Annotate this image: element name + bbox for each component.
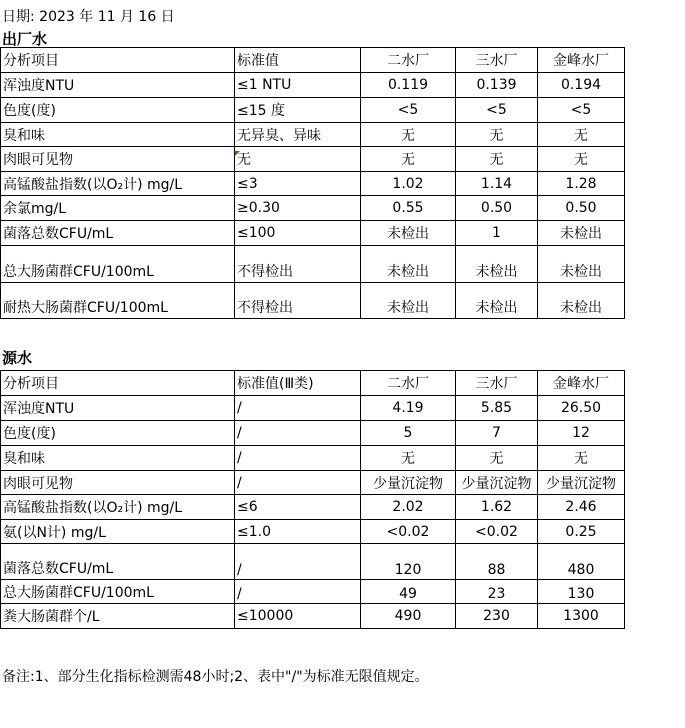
cell-plant-2: 无	[361, 147, 456, 172]
table-row	[1, 544, 625, 580]
header-cell-plant-2: 二水厂	[361, 371, 456, 396]
cell-plant-jinfeng: 1.28	[538, 172, 625, 196]
cell-standard: ≤1 NTU	[235, 73, 361, 98]
cell-item: 肉眼可见物	[1, 147, 235, 172]
cell-comment-marker-icon	[235, 151, 240, 156]
cell-item: 肉眼可见物	[1, 471, 235, 495]
cell-item: 耐热大肠菌群CFU/100mL	[1, 283, 235, 319]
cell-plant-jinfeng: 1300	[538, 604, 625, 629]
cell-item: 余氯mg/L	[1, 196, 235, 221]
cell-plant-jinfeng: 0.50	[538, 196, 625, 221]
table-row	[1, 123, 625, 147]
table-row	[1, 172, 625, 196]
cell-plant-3: 7	[456, 421, 538, 446]
cell-plant-2: 未检出	[361, 221, 456, 246]
cell-plant-jinfeng: 无	[538, 446, 625, 471]
cell-plant-3: 1	[456, 221, 538, 246]
cell-standard: /	[235, 421, 361, 446]
cell-plant-jinfeng: 未检出	[538, 283, 625, 319]
cell-item: 浑浊度NTU	[1, 396, 235, 421]
cell-standard: ≥0.30	[235, 196, 361, 221]
cell-item: 臭和味	[1, 123, 235, 147]
finished-water-table	[0, 47, 625, 319]
header-cell-plant-3: 三水厂	[456, 371, 538, 396]
cell-plant-2: 无	[361, 446, 456, 471]
section-title-finished-water: 出厂水	[2, 30, 48, 48]
table-row	[1, 604, 625, 629]
cell-item: 总大肠菌群CFU/100mL	[1, 580, 235, 604]
cell-standard: 无异臭、异味	[235, 123, 361, 147]
cell-plant-2: 120	[361, 544, 456, 580]
table-row	[1, 495, 625, 520]
cell-standard: ≤6	[235, 495, 361, 520]
cell-plant-jinfeng: <5	[538, 98, 625, 123]
cell-plant-2: 未检出	[361, 246, 456, 283]
cell-plant-jinfeng: 0.194	[538, 73, 625, 98]
cell-plant-jinfeng: 480	[538, 544, 625, 580]
cell-plant-2: 2.02	[361, 495, 456, 520]
source-water-table	[0, 370, 625, 629]
cell-item: 总大肠菌群CFU/100mL	[1, 246, 235, 283]
table-row	[1, 196, 625, 221]
cell-item: 高锰酸盐指数(以O₂计) mg/L	[1, 495, 235, 520]
header-cell-standard: 标准值(Ⅲ类)	[235, 371, 361, 396]
header-cell-item: 分析项目	[1, 371, 235, 396]
cell-plant-3: 0.139	[456, 73, 538, 98]
cell-plant-2: 490	[361, 604, 456, 629]
cell-plant-2: <0.02	[361, 520, 456, 544]
cell-plant-2: 0.119	[361, 73, 456, 98]
cell-plant-jinfeng: 未检出	[538, 246, 625, 283]
cell-plant-3: 1.14	[456, 172, 538, 196]
cell-plant-2: 0.55	[361, 196, 456, 221]
cell-plant-3: 无	[456, 446, 538, 471]
cell-plant-2: 5	[361, 421, 456, 446]
cell-plant-3: 1.62	[456, 495, 538, 520]
cell-item: 菌落总数CFU/mL	[1, 544, 235, 580]
cell-item: 氨(以N计) mg/L	[1, 520, 235, 544]
cell-standard: 不得检出	[235, 246, 361, 283]
table-row	[1, 73, 625, 98]
header-cell-plant-jinfeng: 金峰水厂	[538, 48, 625, 73]
header-cell-plant-3: 三水厂	[456, 48, 538, 73]
section-title-source-water: 源水	[2, 349, 33, 367]
cell-standard: ≤1.0	[235, 520, 361, 544]
cell-plant-jinfeng: 2.46	[538, 495, 625, 520]
report-date: 日期: 2023 年 11 月 16 日	[2, 9, 175, 25]
header-cell-plant-jinfeng: 金峰水厂	[538, 371, 625, 396]
cell-plant-2: 未检出	[361, 283, 456, 319]
cell-plant-2: 49	[361, 580, 456, 604]
cell-plant-2: 少量沉淀物	[361, 471, 456, 495]
cell-item: 高锰酸盐指数(以O₂计) mg/L	[1, 172, 235, 196]
cell-plant-3: 0.50	[456, 196, 538, 221]
cell-item: 粪大肠菌群个/L	[1, 604, 235, 629]
table-row	[1, 421, 625, 446]
cell-plant-jinfeng: 0.25	[538, 520, 625, 544]
cell-plant-2: 无	[361, 123, 456, 147]
cell-plant-jinfeng: 26.50	[538, 396, 625, 421]
table-row	[1, 396, 625, 421]
cell-item: 臭和味	[1, 446, 235, 471]
cell-plant-3: 88	[456, 544, 538, 580]
cell-plant-2: 4.19	[361, 396, 456, 421]
cell-plant-jinfeng: 130	[538, 580, 625, 604]
cell-standard: ≤10000	[235, 604, 361, 629]
table-row	[1, 446, 625, 471]
table-row	[1, 98, 625, 123]
cell-standard: ≤3	[235, 172, 361, 196]
cell-item: 浑浊度NTU	[1, 73, 235, 98]
cell-plant-jinfeng: 12	[538, 421, 625, 446]
cell-standard: 不得检出	[235, 283, 361, 319]
header-cell-plant-2: 二水厂	[361, 48, 456, 73]
cell-plant-3: 无	[456, 147, 538, 172]
table-row	[1, 246, 625, 283]
cell-plant-3: <0.02	[456, 520, 538, 544]
cell-plant-3: 未检出	[456, 246, 538, 283]
table-row	[1, 147, 625, 172]
cell-item: 色度(度)	[1, 98, 235, 123]
cell-plant-3: 23	[456, 580, 538, 604]
header-cell-item: 分析项目	[1, 48, 235, 73]
cell-plant-3: 少量沉淀物	[456, 471, 538, 495]
cell-standard: 无	[235, 147, 361, 172]
cell-plant-2: <5	[361, 98, 456, 123]
table-row	[1, 221, 625, 246]
cell-plant-2: 1.02	[361, 172, 456, 196]
cell-plant-jinfeng: 少量沉淀物	[538, 471, 625, 495]
cell-plant-jinfeng: 无	[538, 123, 625, 147]
table-row	[1, 283, 625, 319]
cell-item: 菌落总数CFU/mL	[1, 221, 235, 246]
cell-plant-3: 无	[456, 123, 538, 147]
cell-plant-jinfeng: 未检出	[538, 221, 625, 246]
cell-plant-3: 未检出	[456, 283, 538, 319]
cell-standard: ≤15 度	[235, 98, 361, 123]
cell-standard: /	[235, 580, 361, 604]
cell-plant-3: 5.85	[456, 396, 538, 421]
header-row	[1, 48, 625, 73]
cell-plant-3: <5	[456, 98, 538, 123]
header-row	[1, 371, 625, 396]
table-row	[1, 580, 625, 604]
cell-standard: /	[235, 471, 361, 495]
footnote: 备注:1、部分生化指标检测需48小时;2、表中"/"为标准无限值规定。	[2, 669, 429, 685]
cell-plant-jinfeng: 无	[538, 147, 625, 172]
cell-standard: /	[235, 544, 361, 580]
cell-standard: /	[235, 446, 361, 471]
cell-plant-3: 230	[456, 604, 538, 629]
cell-standard: ≤100	[235, 221, 361, 246]
table-row	[1, 520, 625, 544]
cell-standard: /	[235, 396, 361, 421]
header-cell-standard: 标准值	[235, 48, 361, 73]
cell-item: 色度(度)	[1, 421, 235, 446]
table-row	[1, 471, 625, 495]
